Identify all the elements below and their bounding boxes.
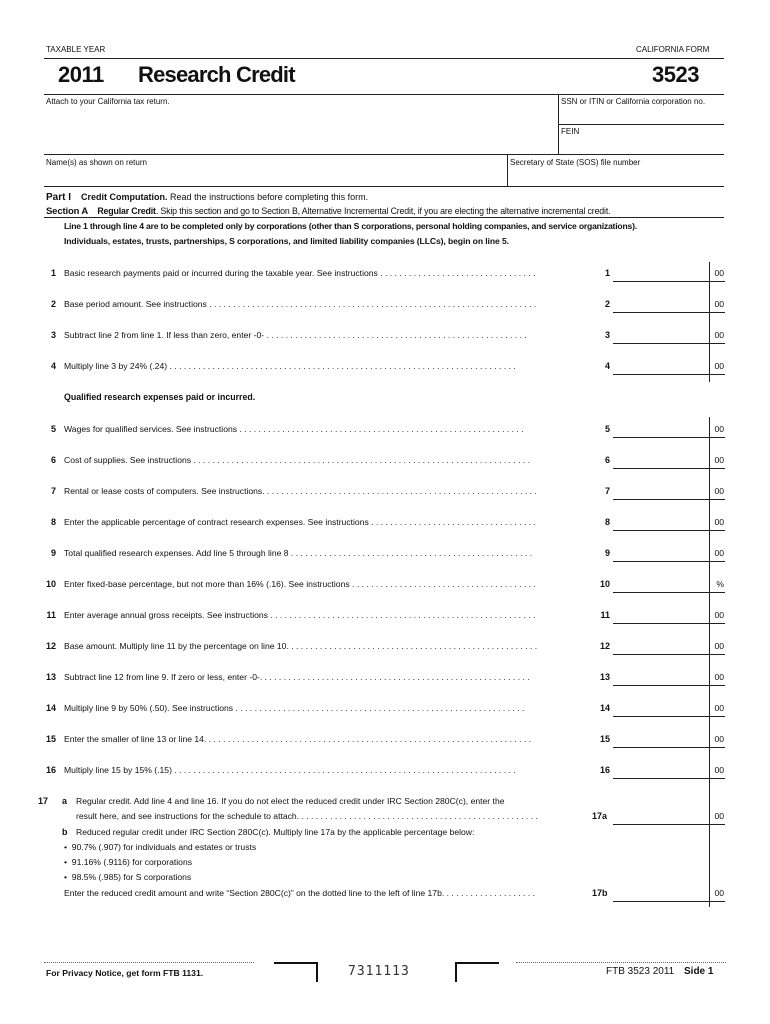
line-14-ref: 14 <box>599 703 610 713</box>
qualified-expenses-heading: Qualified research expenses paid or incurred. <box>64 392 256 402</box>
line-10-ref: 10 <box>599 579 610 589</box>
line-11-amount[interactable] <box>613 609 709 624</box>
line-10-cents: % <box>716 579 724 589</box>
line-17a-amount[interactable] <box>613 810 709 825</box>
line-16-text: Multiply line 15 by 15% (.15) . . . . . . . . . . . . . . . . . . . . . . . . . . . . . . . . . . . . . . . . . . . . . . . . . . . . . . . . . . . . . . . . . . . . . . . . <box>64 765 516 775</box>
line-5-amount[interactable] <box>613 423 709 438</box>
fein-label: FEIN <box>561 127 580 136</box>
line-9-ref: 9 <box>604 548 610 558</box>
line-1-ref: 1 <box>604 268 610 278</box>
fein-input[interactable] <box>560 138 722 152</box>
line-1-cents: 00 <box>714 268 724 278</box>
line-12-amount[interactable] <box>613 640 709 655</box>
line-16-cents: 00 <box>714 765 724 775</box>
part1-heading <box>46 192 368 203</box>
line-8-amount[interactable] <box>613 516 709 531</box>
california-form-label: CALIFORNIA FORM <box>636 45 710 54</box>
part1-title: Credit Computation. <box>81 192 168 202</box>
line-6-cents: 00 <box>714 455 724 465</box>
line-9-cents: 00 <box>714 548 724 558</box>
line-4-cents: 00 <box>714 361 724 371</box>
line-17b-text: Reduced regular credit under IRC Section 280C(c). Multiply line 17a by the applicable percentage below: <box>76 827 475 837</box>
line-1-number: 1 <box>50 268 56 278</box>
line-14-text: Multiply line 9 by 50% (.50). See instructions . . . . . . . . . . . . . . . . . . . . . . . . . . . . . . . . . . . . . . . . . . . . . . . . . . . . . . . . . . . . . <box>64 703 525 713</box>
line-7-cents: 00 <box>714 486 724 496</box>
line-13-number: 13 <box>45 672 56 682</box>
line-15-ref: 15 <box>599 734 610 744</box>
line-17a-label: a <box>62 796 68 806</box>
line-2-amount[interactable] <box>613 298 709 313</box>
line-16-number: 16 <box>45 765 56 775</box>
line-17b-amount[interactable] <box>613 887 709 902</box>
bullet-1: • 90.7% (.907) for individuals and estates or trusts <box>64 842 257 852</box>
line-10-amount[interactable] <box>613 578 709 593</box>
line-12-ref: 12 <box>599 641 610 651</box>
line-13-cents: 00 <box>714 672 724 682</box>
line-13-ref: 13 <box>599 672 610 682</box>
line-15-text: Enter the smaller of line 13 or line 14. . . . . . . . . . . . . . . . . . . . . . . . . . . . . . . . . . . . . . . . . . . . . . . . . . . . . . . . . . . . . . . . . . . . . <box>64 734 532 744</box>
line-8-number: 8 <box>50 517 56 527</box>
line-3-ref: 3 <box>604 330 610 340</box>
line-4-text: Multiply line 3 by 24% (.24) . . . . . . . . . . . . . . . . . . . . . . . . . . . . . . . . . . . . . . . . . . . . . . . . . . . . . . . . . . . . . . . . . . . . . . . . . <box>64 361 516 371</box>
line-7-amount[interactable] <box>613 485 709 500</box>
scan-corner-right <box>455 962 499 982</box>
names-label: Name(s) as shown on return <box>46 158 147 167</box>
line-15-cents: 00 <box>714 734 724 744</box>
line-4-number: 4 <box>50 361 56 371</box>
form-title: Research Credit <box>138 62 295 87</box>
line-3-text: Subtract line 2 from line 1. If less than zero, enter -0- . . . . . . . . . . . . . . . . . . . . . . . . . . . . . . . . . . . . . . . . . . . . . . . . . . . . . . . <box>64 330 527 340</box>
line-9-number: 9 <box>50 548 56 558</box>
line-17b-text-2: Enter the reduced credit amount and write “Section 280C(c)” on the dotted line to the left of line 17b. . . . . . . . . . . . . . . . . . . . <box>64 888 535 898</box>
barcode-number: 7311113 <box>348 964 410 979</box>
line-5-number: 5 <box>50 424 56 434</box>
section-a-title: Regular Credit <box>97 206 156 216</box>
line-6-number: 6 <box>50 455 56 465</box>
line-11-ref: 11 <box>600 610 610 620</box>
header-rule-3 <box>44 154 724 155</box>
scan-corner-left <box>274 962 318 982</box>
line-3-cents: 00 <box>714 330 724 340</box>
line-2-text: Base period amount. See instructions . . . . . . . . . . . . . . . . . . . . . . . . . . . . . . . . . . . . . . . . . . . . . . . . . . . . . . . . . . . . . . . . . . . . . <box>64 299 537 309</box>
line-3-amount[interactable] <box>613 329 709 344</box>
line-17b-label: b <box>62 827 68 837</box>
ssn-label: SSN or ITIN or California corporation no. <box>561 97 706 106</box>
line-3-number: 3 <box>50 330 56 340</box>
section-a-label: Section A <box>46 206 89 217</box>
line-14-amount[interactable] <box>613 702 709 717</box>
line-1-amount[interactable] <box>613 267 709 282</box>
bullet-3-text: 98.5% (.985) for S corporations <box>71 872 192 882</box>
line-14-cents: 00 <box>714 703 724 713</box>
section-a-note: . Skip this section and go to Section B, Alternative Incremental Credit, if you are electing the alternative incremental credit. <box>155 206 611 216</box>
line-6-text: Cost of supplies. See instructions . . . . . . . . . . . . . . . . . . . . . . . . . . . . . . . . . . . . . . . . . . . . . . . . . . . . . . . . . . . . . . . . . . . . . . . <box>64 455 531 465</box>
header-top-rule <box>44 58 724 59</box>
line-17b-cents: 00 <box>714 888 724 898</box>
line-2-cents: 00 <box>714 299 724 309</box>
tax-year: 2011 <box>58 62 104 87</box>
form-id: FTB 3523 2011 <box>606 966 675 977</box>
line-13-text: Subtract line 12 from line 9. If zero or less, enter -0-. . . . . . . . . . . . . . . . . . . . . . . . . . . . . . . . . . . . . . . . . . . . . . . . . . . . . . . . . <box>64 672 530 682</box>
header-rule-2 <box>44 94 724 95</box>
line-17-number: 17 <box>37 796 48 806</box>
line-6-amount[interactable] <box>613 454 709 469</box>
line-7-text: Rental or lease costs of computers. See instructions. . . . . . . . . . . . . . . . . . . . . . . . . . . . . . . . . . . . . . . . . . . . . . . . . . . . . . . . . . <box>64 486 537 496</box>
line-15-number: 15 <box>45 734 56 744</box>
footer-rule-left <box>44 962 254 963</box>
line-12-number: 12 <box>45 641 56 651</box>
line-10-text: Enter fixed-base percentage, but not more than 16% (.16). See instructions . . . . . . . . . . . . . . . . . . . . . . . . . . . . . . . . . . . . . . . <box>64 579 536 589</box>
bullet-3: • 98.5% (.985) for S corporations <box>64 872 192 882</box>
line-16-amount[interactable] <box>613 764 709 779</box>
line-5-text: Wages for qualified services. See instructions . . . . . . . . . . . . . . . . . . . . . . . . . . . . . . . . . . . . . . . . . . . . . . . . . . . . . . . . . . . . <box>64 424 524 434</box>
ssn-rule <box>558 124 724 125</box>
section-a-heading <box>46 206 610 217</box>
taxable-year-label: TAXABLE YEAR <box>46 45 106 54</box>
line-5-cents: 00 <box>714 424 724 434</box>
line-5-ref: 5 <box>604 424 610 434</box>
line-17a-text-1: Regular credit. Add line 4 and line 16. If you do not elect the reduced credit under IRC Section 280C(c), enter the <box>76 796 505 806</box>
footer-rule-right <box>516 962 726 963</box>
line-13-amount[interactable] <box>613 671 709 686</box>
line-9-amount[interactable] <box>613 547 709 562</box>
line-1-text: Basic research payments paid or incurred during the taxable year. See instructions . . . . . . . . . . . . . . . . . . . . . . . . . . . . . . . . . <box>64 268 536 278</box>
sos-label: Secretary of State (SOS) file number <box>510 158 641 167</box>
sos-column-rule <box>507 154 508 186</box>
line-17a-ref: 17a <box>592 811 608 821</box>
line-12-text: Base amount. Multiply line 11 by the percentage on line 10. . . . . . . . . . . . . . . . . . . . . . . . . . . . . . . . . . . . . . . . . . . . . . . . . . . . . <box>64 641 538 651</box>
form-number: 3523 <box>652 62 699 87</box>
attach-note: Attach to your California tax return. <box>46 97 170 106</box>
header-rule-4 <box>44 186 724 187</box>
sos-input[interactable] <box>510 170 722 184</box>
section-a-rule <box>44 217 724 218</box>
line-17a-text-2: result here, and see instructions for the schedule to attach. . . . . . . . . . . . . . . . . . . . . . . . . . . . . . . . . . . . . . . . . . . . . . . . . . . <box>76 811 538 821</box>
line-4-amount[interactable] <box>613 360 709 375</box>
line-16-ref: 16 <box>599 765 610 775</box>
line-11-cents: 00 <box>714 610 724 620</box>
line-17a-cents: 00 <box>714 811 724 821</box>
part1-label: Part I <box>46 192 72 203</box>
line-2-ref: 2 <box>604 299 610 309</box>
bullet-2: • 91.16% (.9116) for corporations <box>64 857 193 867</box>
part1-instructions: Read the instructions before completing this form. <box>170 192 369 202</box>
names-input[interactable] <box>46 170 504 184</box>
line-7-ref: 7 <box>604 486 610 496</box>
ssn-input[interactable] <box>560 110 722 124</box>
line-6-ref: 6 <box>604 455 610 465</box>
section-a-bold-note-1: Line 1 through line 4 are to be completed only by corporations (other than S corporations, personal holding companies, and service organizations). <box>64 221 637 231</box>
line-7-number: 7 <box>50 486 56 496</box>
bullet-2-text: 91.16% (.9116) for corporations <box>71 857 193 867</box>
line-8-text: Enter the applicable percentage of contract research expenses. See instructions . . . . . . . . . . . . . . . . . . . . . . . . . . . . . . . . . . . <box>64 517 536 527</box>
bullet-1-text: 90.7% (.907) for individuals and estates or trusts <box>71 842 257 852</box>
line-8-cents: 00 <box>714 517 724 527</box>
line-8-ref: 8 <box>604 517 610 527</box>
side-label: Side 1 <box>684 966 714 977</box>
line-12-cents: 00 <box>714 641 724 651</box>
line-9-text: Total qualified research expenses. Add line 5 through line 8 . . . . . . . . . . . . . . . . . . . . . . . . . . . . . . . . . . . . . . . . . . . . . . . . . . . <box>64 548 533 558</box>
section-a-bold-note-2: Individuals, estates, trusts, partnerships, S corporations, and limited liability companies (LLCs), begin on line 5. <box>64 236 509 246</box>
line-17b-ref: 17b <box>592 888 608 898</box>
line-4-ref: 4 <box>604 361 610 371</box>
line-10-number: 10 <box>45 579 56 589</box>
privacy-notice: For Privacy Notice, get form FTB 1131. <box>46 968 204 978</box>
line-11-number: 11 <box>46 610 56 620</box>
line-15-amount[interactable] <box>613 733 709 748</box>
line-14-number: 14 <box>45 703 56 713</box>
line-11-text: Enter average annual gross receipts. See instructions . . . . . . . . . . . . . . . . . . . . . . . . . . . . . . . . . . . . . . . . . . . . . . . . . . . . . . . . <box>64 610 536 620</box>
line-2-number: 2 <box>50 299 56 309</box>
